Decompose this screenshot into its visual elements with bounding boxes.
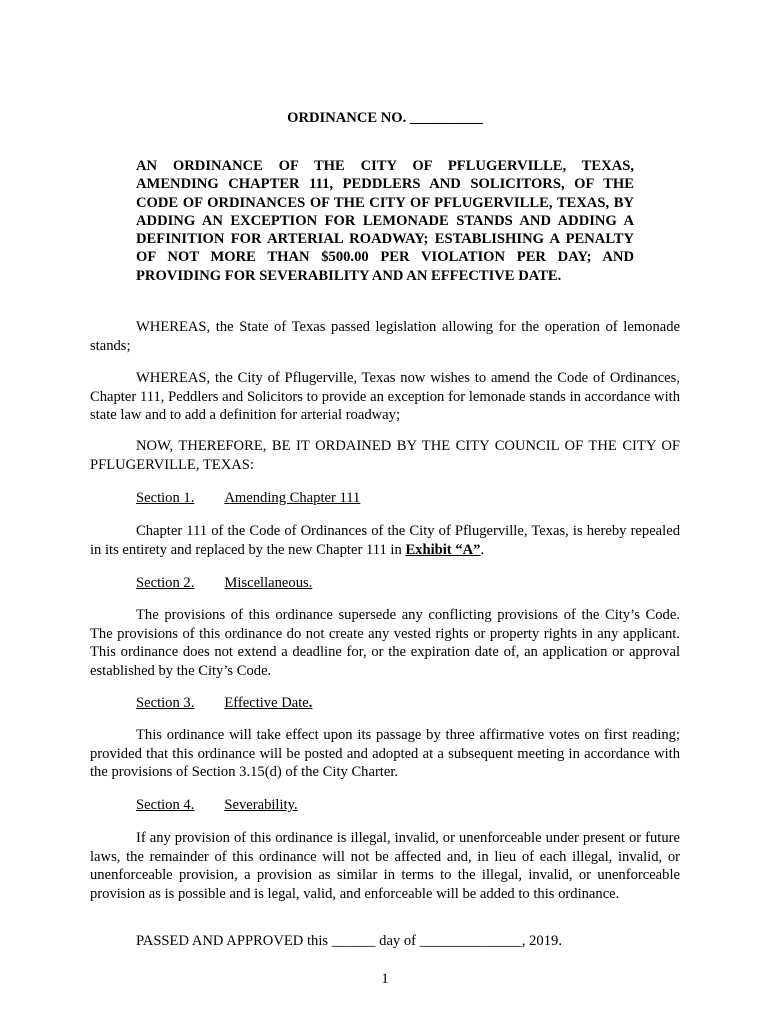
section-3-title-text: Effective Date xyxy=(224,695,309,711)
section-1-heading xyxy=(136,489,360,508)
section-3-title xyxy=(224,695,312,711)
ordained-clause: NOW, THEREFORE, BE IT ORDAINED BY THE CITY COUNCIL OF THE CITY OF PFLUGERVILLE, TEXAS: xyxy=(90,438,680,473)
section-3-number: Section 3. xyxy=(136,695,195,711)
section-3-body: This ordinance will take effect upon its passage by three affirmative votes on first reading; provided that this ordinance will be posted and adopted at a subsequent meeting in accordance with the provisions of Section 3.15(d) of the City Charter. xyxy=(90,727,680,780)
section-2-body: The provisions of this ordinance supersede any conflicting provisions of the City’s Code. The provisions of this ordinance do not create any vested rights or property rights in any applicant. This ordinance does not extend a deadline for, or the expiration date of, an application or approval established by the City’s Code. xyxy=(90,607,680,679)
whereas-clause-1: WHEREAS, the State of Texas passed legislation allowing for the operation of lemonade stands; xyxy=(90,319,680,354)
section-1-title: Amending Chapter 111 xyxy=(224,490,361,506)
section-3-heading xyxy=(136,694,312,713)
whereas-clause-2: WHEREAS, the City of Pflugerville, Texas now wishes to amend the Code of Ordinances, Chapter 111, Peddlers and Solicitors to provide an exception for lemonade stands in accordance with state law and to add a definition for arterial roadway; xyxy=(90,370,680,423)
section-1-body xyxy=(90,522,680,559)
ordinance-title: ORDINANCE NO. __________ xyxy=(287,110,483,126)
section-1-number: Section 1. xyxy=(136,490,195,506)
section-4-number: Section 4. xyxy=(136,797,195,813)
ordinance-caption: AN ORDINANCE OF THE CITY OF PFLUGERVILLE, TEXAS, AMENDING CHAPTER 111, PEDDLERS AND SOLICITORS, OF THE CODE OF ORDINANCES OF THE CITY OF PFLUGERVILLE, TEXAS, BY ADDING AN EXCEPTION FOR LEMONADE STANDS AND ADDING A DEFINITION FOR ARTERIAL ROADWAY; ESTABLISHING A PENALTY OF NOT MORE THAN $500.00 PER VIOLATION PER DAY; AND PROVIDING FOR SEVERABILITY AND AN EFFECTIVE DATE. xyxy=(136,158,634,284)
exhibit-a-reference: Exhibit “A” xyxy=(405,541,481,558)
section-2-title: Miscellaneous. xyxy=(224,575,313,591)
section-2-number: Section 2. xyxy=(136,575,195,591)
section-2-heading xyxy=(136,574,312,593)
page-number: 1 xyxy=(381,971,389,987)
section-4-body: If any provision of this ordinance is illegal, invalid, or unenforceable under present or future laws, the remainder of this ordinance will not be affected and, in lieu of each illegal, invalid, or unenforceable provision, a provision as similar in terms to the illegal, invalid, or unenforceable provision as is possible and is legal, valid, and enforceable will be added to this ordinance. xyxy=(90,830,680,902)
section-4-title: Severability. xyxy=(224,797,298,813)
section-1-text-end: . xyxy=(480,541,485,558)
section-1-text: Chapter 111 of the Code of Ordinances of the City of Pflugerville, Texas, is hereby repealed in its entirety and replaced by the new Chapter 111 in xyxy=(90,523,680,558)
passed-and-approved-line: PASSED AND APPROVED this ______ day of ______________, 2019. xyxy=(136,933,562,949)
section-3-title-suffix: . xyxy=(308,695,313,711)
section-4-heading xyxy=(136,796,298,815)
